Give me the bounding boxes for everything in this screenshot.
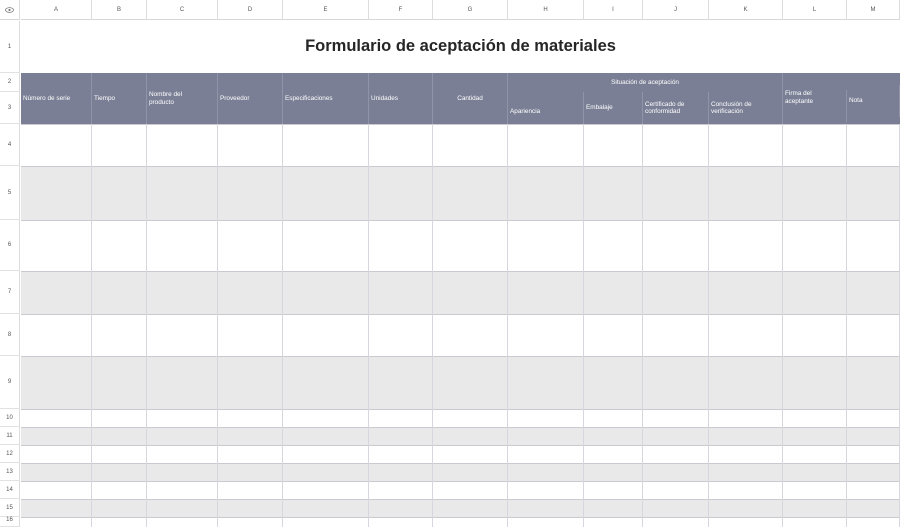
header-cantidad[interactable]: Cantidad <box>433 73 508 124</box>
table-row[interactable] <box>21 356 900 409</box>
row-header-7[interactable]: 7 <box>0 271 20 314</box>
table-row[interactable] <box>21 314 900 356</box>
row-header-14[interactable]: 14 <box>0 481 20 499</box>
grid-line <box>21 481 900 482</box>
table-row[interactable] <box>21 409 900 427</box>
grid-line <box>21 463 900 464</box>
header-conclusion[interactable]: Conclusión de verificación <box>709 92 783 124</box>
row-header-5[interactable]: 5 <box>0 166 20 220</box>
header-embalaje[interactable]: Embalaje <box>584 92 643 124</box>
column-header-b[interactable]: B <box>92 0 147 20</box>
table-row[interactable] <box>21 463 900 481</box>
grid-line <box>282 124 283 527</box>
column-header-j[interactable]: J <box>643 0 709 20</box>
header-certificado[interactable]: Certificado de conformidad <box>643 92 709 124</box>
column-header-l[interactable]: L <box>783 0 847 20</box>
column-header-i[interactable]: I <box>584 0 643 20</box>
row-header-8[interactable]: 8 <box>0 314 20 356</box>
header-situacion-aceptacion[interactable]: Situación de aceptación <box>508 73 783 92</box>
grid-line <box>21 166 900 167</box>
table-row[interactable] <box>21 445 900 463</box>
header-especificaciones[interactable]: Especificaciones <box>283 73 369 124</box>
eye-icon <box>5 7 14 13</box>
header-tiempo[interactable]: Tiempo <box>92 73 147 124</box>
table-row[interactable] <box>21 427 900 445</box>
grid-line <box>21 356 900 357</box>
row-header-4[interactable]: 4 <box>0 124 20 166</box>
row-header-10[interactable]: 10 <box>0 409 20 427</box>
row-header-9[interactable]: 9 <box>0 356 20 409</box>
grid-line <box>708 124 709 527</box>
grid-line <box>21 271 900 272</box>
row-header-13[interactable]: 13 <box>0 463 20 481</box>
column-header-h[interactable]: H <box>508 0 584 20</box>
table-row[interactable] <box>21 499 900 517</box>
grid-line <box>368 124 369 527</box>
header-nombre-producto[interactable]: Nombre del producto <box>147 73 218 124</box>
column-header-f[interactable]: F <box>369 0 433 20</box>
column-header-c[interactable]: C <box>147 0 218 20</box>
grid-line <box>21 499 900 500</box>
header-apariencia[interactable]: Apariencia <box>508 92 584 124</box>
grid-line <box>432 124 433 527</box>
header-firma[interactable]: Firma del aceptante <box>783 90 847 122</box>
row-header-12[interactable]: 12 <box>0 445 20 463</box>
select-all-corner[interactable] <box>0 0 20 20</box>
grid-line <box>507 124 508 527</box>
grid-line <box>21 314 900 315</box>
grid-line <box>846 124 847 527</box>
grid-line <box>899 124 900 527</box>
grid-line <box>91 124 92 527</box>
grid-line <box>782 124 783 527</box>
table-row[interactable] <box>21 166 900 220</box>
table-row[interactable] <box>21 517 900 527</box>
column-header-a[interactable]: A <box>21 0 92 20</box>
column-header-k[interactable]: K <box>709 0 783 20</box>
row-header-1[interactable]: 1 <box>0 21 20 73</box>
header-nota[interactable]: Nota <box>847 85 900 117</box>
grid-line <box>21 220 900 221</box>
grid-line <box>21 517 900 518</box>
table-row[interactable] <box>21 220 900 271</box>
grid-line <box>21 124 900 125</box>
row-header-3[interactable]: 3 <box>0 92 20 124</box>
grid-line <box>21 445 900 446</box>
grid-line <box>642 124 643 527</box>
grid-line <box>583 124 584 527</box>
table-row[interactable] <box>21 481 900 499</box>
row-header-2[interactable]: 2 <box>0 73 20 92</box>
column-header-e[interactable]: E <box>283 0 369 20</box>
table-row[interactable] <box>21 271 900 314</box>
table-row[interactable] <box>21 124 900 166</box>
row-header-6[interactable]: 6 <box>0 220 20 271</box>
column-header-m[interactable]: M <box>847 0 900 20</box>
header-numero-serie[interactable]: Número de serie <box>21 73 92 124</box>
header-unidades[interactable]: Unidades <box>369 73 433 124</box>
grid-line <box>217 124 218 527</box>
column-header-d[interactable]: D <box>218 0 283 20</box>
row-header-15[interactable]: 15 <box>0 499 20 517</box>
grid-line <box>21 409 900 410</box>
row-header-11[interactable]: 11 <box>0 427 20 445</box>
grid-line <box>146 124 147 527</box>
form-title: Formulario de aceptación de materiales <box>305 37 616 55</box>
grid-line <box>21 427 900 428</box>
row-header-16[interactable]: 16 <box>0 517 20 527</box>
column-header-g[interactable]: G <box>433 0 508 20</box>
header-proveedor[interactable]: Proveedor <box>218 73 283 124</box>
